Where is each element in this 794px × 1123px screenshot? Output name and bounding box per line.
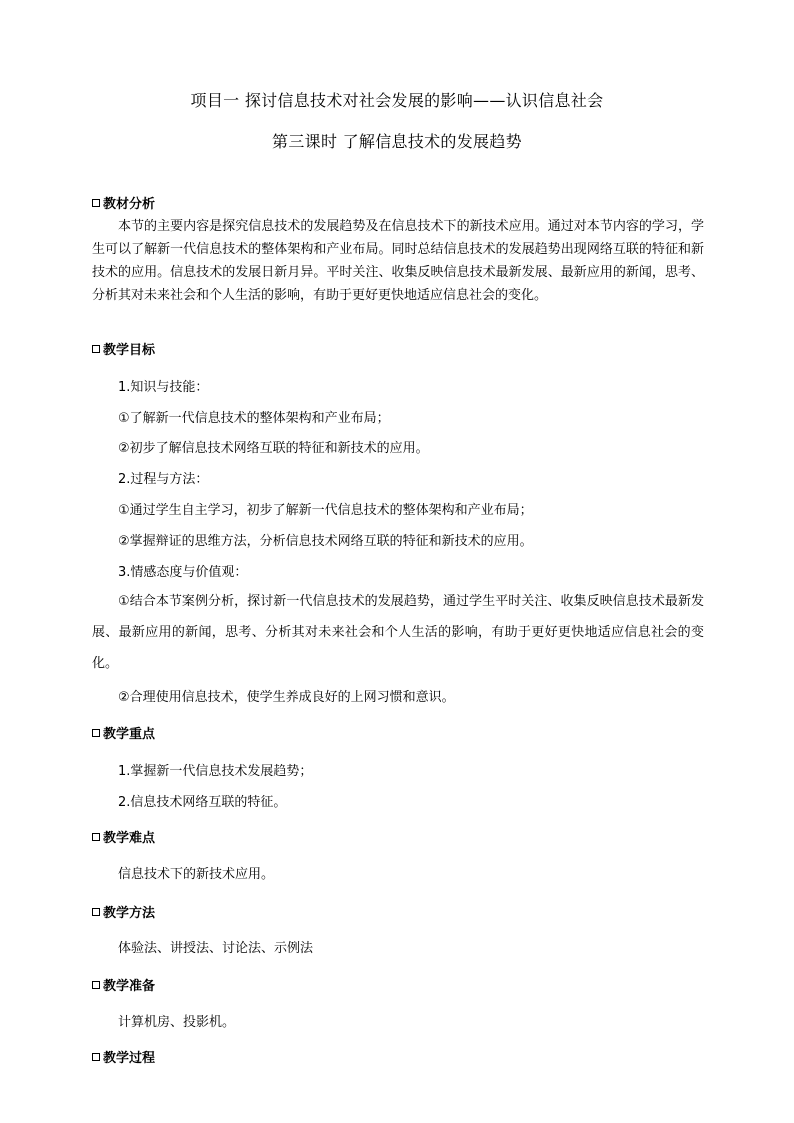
checkbox-square-icon xyxy=(92,981,100,989)
sub-title: 第三课时 了解信息技术的发展趋势 xyxy=(272,132,522,151)
checkbox-square-icon xyxy=(92,908,100,916)
process-heading-label: 教学过程 xyxy=(103,1051,156,1066)
methods-heading-label: 教学方法 xyxy=(103,906,156,921)
main-title: 项目一 探讨信息技术对社会发展的影响——认识信息社会 xyxy=(190,91,604,110)
goal-emotion-title: 3.情感态度与价值观： xyxy=(118,565,248,580)
key-item-2: 2.信息技术网络互联的特征。 xyxy=(118,795,287,810)
goal-emotion-item-2: ②合理使用信息技术，使学生养成良好的上网习惯和意识。 xyxy=(118,690,455,705)
section-heading-prep xyxy=(92,975,155,994)
checkbox-square-icon xyxy=(92,1053,100,1061)
prep-text: 计算机房、投影机。 xyxy=(118,1015,236,1030)
difficulty-text: 信息技术下的新技术应用。 xyxy=(118,867,275,882)
checkbox-square-icon xyxy=(92,345,100,353)
analysis-heading-label: 教材分析 xyxy=(103,197,156,212)
goal-process-title: 2.过程与方法： xyxy=(118,472,209,487)
section-heading-process xyxy=(92,1047,155,1066)
section-heading-goals xyxy=(92,339,155,358)
goal-knowledge-item-2: ②初步了解信息技术网络互联的特征和新技术的应用。 xyxy=(118,441,429,456)
key-heading-label: 教学重点 xyxy=(103,727,156,742)
prep-heading-label: 教学准备 xyxy=(103,979,156,994)
goal-emotion-item-1: ①结合本节案例分析，探讨新一代信息技术的发展趋势，通过学生平时关注、收集反映信息技术最新发展、最新应用的新闻，思考、分析其对未来社会和个人生活的影响，有助于更好更快地适应信息社会的变化。 xyxy=(92,594,704,671)
difficulty-heading-label: 教学难点 xyxy=(103,831,156,846)
analysis-paragraph: 本节的主要内容是探究信息技术的发展趋势及在信息技术下的新技术应用。通过对本节内容的学习，学生可以了解新一代信息技术的整体架构和产业布局。同时总结信息技术的发展趋势出现网络互联的特征和新技术的应用。信息技术的发展日新月异。平时关注、收集反映信息技术最新发展、最新应用的新闻，思考、分析其对未来社会和个人生活的影响，有助于更好更快地适应信息社会的变化。 xyxy=(92,219,704,303)
checkbox-square-icon xyxy=(92,199,100,207)
section-heading-analysis xyxy=(92,193,155,212)
goals-heading-label: 教学目标 xyxy=(103,343,156,358)
section-heading-key xyxy=(92,723,155,742)
checkbox-square-icon xyxy=(92,729,100,737)
key-item-1: 1.掌握新一代信息技术发展趋势； xyxy=(118,764,313,779)
goal-knowledge-title: 1.知识与技能： xyxy=(118,380,209,395)
checkbox-square-icon xyxy=(92,833,100,841)
goal-process-item-1: ①通过学生自主学习，初步了解新一代信息技术的整体架构和产业布局； xyxy=(118,503,533,518)
section-heading-methods xyxy=(92,902,155,921)
methods-text: 体验法、讲授法、讨论法、示例法 xyxy=(118,941,314,956)
goal-knowledge-item-1: ①了解新一代信息技术的整体架构和产业布局； xyxy=(118,411,390,426)
goal-process-item-2: ②掌握辩证的思维方法，分析信息技术网络互联的特征和新技术的应用。 xyxy=(118,534,533,549)
section-heading-difficulty xyxy=(92,827,155,846)
